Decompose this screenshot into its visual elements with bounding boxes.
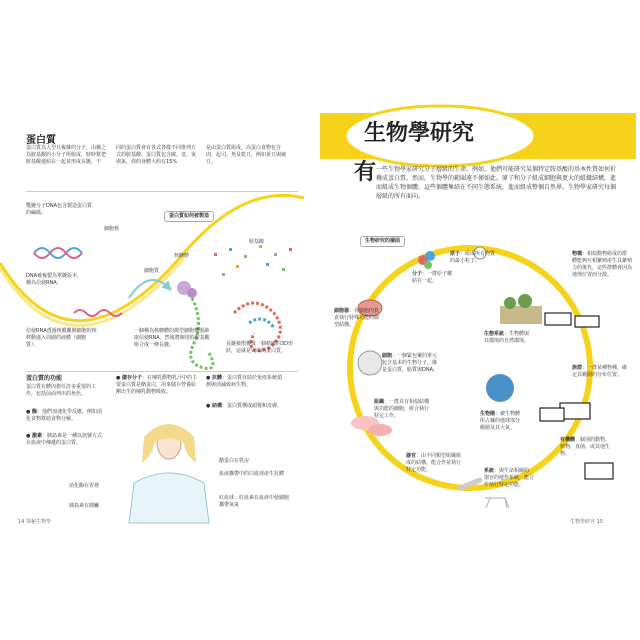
dna-label: 雙鏈分子DNA包含製造蛋白質的編碼。 bbox=[26, 203, 93, 216]
nucleus-label: 細胞核 bbox=[104, 226, 120, 232]
amino-acids-cloud bbox=[214, 245, 292, 276]
ribosome-icon bbox=[177, 281, 197, 298]
role-hormone: ● 激素：胰島素是一種以訊號方式在血液中傳遞的蛋白質。 bbox=[26, 433, 102, 446]
human-body-illustration bbox=[114, 423, 234, 523]
role-storage: ● 儲存分子：在哺乳動物乳汁中的主要蛋白質是酪蛋白，用來儲存營養給剛出生的哺乳動物吸收。 bbox=[116, 375, 197, 395]
level-organism: 有機體：個別的動物、植物、真菌，或其他生物。 bbox=[560, 437, 611, 457]
level-species: 物種：相似動物組成的群體能夠互相繁殖產生具繁殖力的後代，這些群體會因為地理位置而分散。 bbox=[572, 251, 633, 278]
cell-icon bbox=[358, 351, 382, 375]
page-number-left: 14 探秘生物學 bbox=[18, 519, 51, 525]
roles-intro: 蛋白質在體內擔任許多重要的工作，包括前面列出的角色。 bbox=[26, 384, 97, 397]
synthesis-title: 蛋白質如何被製造 bbox=[164, 211, 214, 222]
role-structure: ● 結構：蛋白質構成頭髮和皮膚。 bbox=[206, 403, 282, 409]
divider-top bbox=[26, 191, 298, 192]
rna-label: DNA被複製為單鏈版本，稱為信使RNA。 bbox=[26, 273, 83, 286]
molecule-icon bbox=[418, 251, 435, 269]
skeleton-icon bbox=[485, 498, 509, 508]
level-system: 系統：與生命相關的器官的運作系統，能合作執行特定功能。 bbox=[484, 468, 535, 488]
left-page bbox=[4, 103, 321, 527]
level-population: 族群：一群某種物種，確定其範圍的分布位置。 bbox=[572, 365, 628, 378]
amino-acid-label: 胺基酸 bbox=[249, 239, 265, 245]
ribosome-desc: 一個稱為核糖體的微型細胞機器讀取信使RNA，然後將個別的胺基酸組合成一條長鏈。 bbox=[134, 328, 210, 348]
digest-label: 消化酶在胃裡 bbox=[69, 483, 100, 489]
blood-label: 血液攜帶中的白血球產生抗體 bbox=[219, 471, 285, 477]
earth-icon bbox=[486, 374, 514, 402]
right-page bbox=[320, 103, 636, 527]
dropcap: 有 bbox=[354, 160, 377, 185]
page-title: 生物學研究 bbox=[364, 121, 475, 146]
divider-mid bbox=[26, 371, 298, 372]
protein-intro-col2: 同的蛋白質會有各式各樣不同排列方式的胺基酸。蛋白質包含碳、氫、氧與氮，你的身體大約有15% bbox=[116, 145, 197, 165]
cycle-title: 生物研究的層面 bbox=[360, 236, 405, 247]
level-ecosystem: 生態系統：生物體與其環境的自然環境。 bbox=[484, 331, 530, 344]
level-organ: 器官：由不同類型組織組成的結構，能合作並執行特定功能。 bbox=[406, 453, 462, 473]
insulin-label: 胰島素在胰臟 bbox=[69, 503, 100, 509]
levels-cycle-illustration bbox=[320, 198, 636, 528]
level-cell: 細胞：一個緊包覆的單元包含基本的生物分子，像是蛋白質、脂質與DNA。 bbox=[382, 353, 439, 373]
ribosome-label: 核糖體 bbox=[174, 253, 190, 259]
ecosystem-icon bbox=[500, 294, 542, 324]
level-biosphere: 生物圈：被生物體所占據的地球部分範圍及其大氣。 bbox=[480, 411, 521, 431]
protein-intro-col1: 蛋白質為大型且複雜的分子，由稱之為胺基酸的小分子所組成，時時幫把胺基酸連結在一起並形成長鏈。不 bbox=[26, 145, 107, 165]
book-spread bbox=[0, 103, 640, 527]
roles-title: 蛋白質的功能 bbox=[26, 375, 63, 382]
page-number-right: 生物學研究 15 bbox=[570, 519, 603, 525]
muscle-label: 酪蛋白在乳房 bbox=[219, 458, 250, 464]
level-tissue: 組織：一群具有相似結構與功能的細胞，組合執行特定工作。 bbox=[374, 399, 430, 419]
dna-helix-icon bbox=[34, 248, 82, 258]
mrna-exit-label: 信使RNA透過核膜離開細胞的核移動進入周圍的液體（細胞質）。 bbox=[26, 328, 97, 348]
level-atom: 原子：組成所有物質的最小粒子。 bbox=[450, 251, 496, 264]
hemo-label: 紅血球：紅血素在血液中使細胞攜帶氧氣 bbox=[219, 495, 290, 508]
role-enzyme: ● 酶：他們加速化學反應，例如消化食物幫助食物分解。 bbox=[26, 409, 102, 422]
protein-intro-col3: 是由蛋白質組成。高蛋白食物包含肉、起司、魚及乾豆，例如黃豆與豌豆。 bbox=[206, 145, 287, 165]
level-organelle: 細胞器：在細胞內負責執行特殊功能的微型結構。 bbox=[334, 308, 380, 328]
protein-title: 蛋白質 bbox=[26, 135, 56, 146]
level-molecule: 分子：一群原子鍵結在一起。 bbox=[412, 271, 453, 284]
fold-desc: 長鏈被摺疊成一個精確的3D形狀，這就是完成的蛋白質。 bbox=[226, 341, 294, 354]
role-antibody: ● 抗體：蛋白質有助於免疫系統偵測與消滅致病生物。 bbox=[206, 375, 282, 388]
page-intro: 一些生物學家研究分子層級的生命。例如，他們可能研究某個特定胺基酸的基本性質如何折疊成蛋白質。然而，生物學的範圍遠不僅如此。原子和分子組成細胞與更大的組織結構，進而組成生物個體。這些個體集結在不同生態系統，進而組成整個自然界。生物學家研究每個層級的所有面向。 bbox=[376, 166, 617, 200]
cytoplasm-label: 細胞質 bbox=[144, 268, 160, 274]
